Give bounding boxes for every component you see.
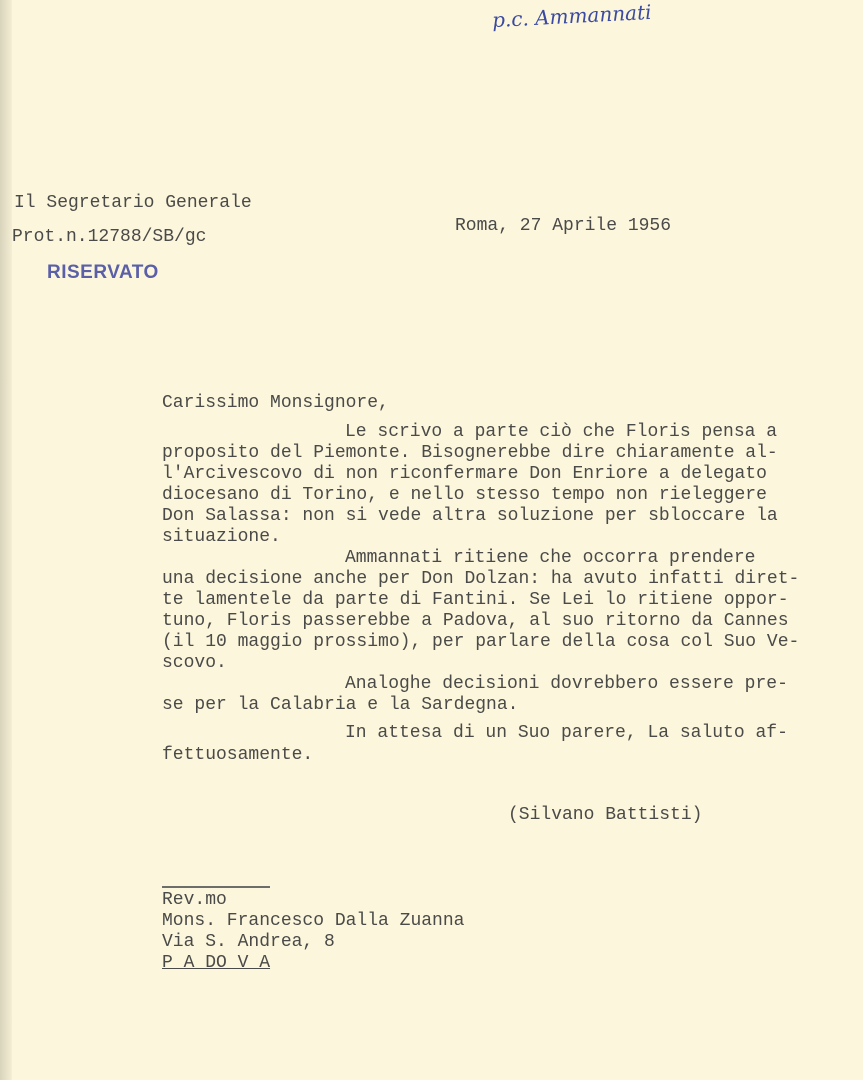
letter-line: fettuosamente. (162, 745, 314, 765)
page-edge (0, 0, 12, 1080)
letter-line: Ammannati ritiene che occorra prendere (345, 548, 756, 568)
place-date: Roma, 27 Aprile 1956 (455, 216, 672, 236)
addressee-title: Rev.mo (162, 890, 227, 910)
protocol-number: Prot.n.12788/SB/gc (12, 227, 207, 247)
addressee-street: Via S. Andrea, 8 (162, 932, 335, 952)
letter-line: te lamentele da parte di Fantini. Se Lei lo ritiene oppor- (162, 590, 789, 610)
letter-line: diocesano di Torino, e nello stesso tempo non rieleggere (162, 485, 767, 505)
letter-line: Analoghe decisioni dovrebbero essere pre- (345, 674, 788, 694)
letter-line: l'Arcivescovo di non riconfermare Don Enriore a delegato (162, 464, 767, 484)
letter-line: (il 10 maggio prossimo), per parlare della cosa col Suo Ve- (162, 632, 800, 652)
letter-line: tuno, Floris passerebbe a Padova, al suo ritorno da Cannes (162, 611, 789, 631)
letter-line: Don Salassa: non si vede altra soluzione per sbloccare la (162, 506, 778, 526)
letter-line: proposito del Piemonte. Bisognerebbe dire chiaramente al- (162, 443, 778, 463)
sender-title: Il Segretario Generale (14, 193, 252, 213)
handwritten-note: p.c. Ammannati (491, 0, 653, 33)
salutation: Carissimo Monsignore, (162, 393, 389, 413)
letter-line: se per la Calabria e la Sardegna. (162, 695, 519, 715)
addressee-name: Mons. Francesco Dalla Zuanna (162, 911, 465, 931)
confidential-stamp: RISERVATO (47, 262, 159, 283)
letter-line: Le scrivo a parte ciò che Floris pensa a (345, 422, 778, 442)
letter-line: una decisione anche per Don Dolzan: ha avuto infatti diret- (162, 569, 800, 589)
addressee-city: P A DO V A (162, 953, 271, 973)
letter-line: In attesa di un Suo parere, La saluto af- (345, 723, 788, 743)
divider (162, 886, 270, 888)
letter-line: scovo. (162, 653, 227, 673)
letter-line: situazione. (162, 527, 281, 547)
signature: (Silvano Battisti) (508, 805, 703, 825)
